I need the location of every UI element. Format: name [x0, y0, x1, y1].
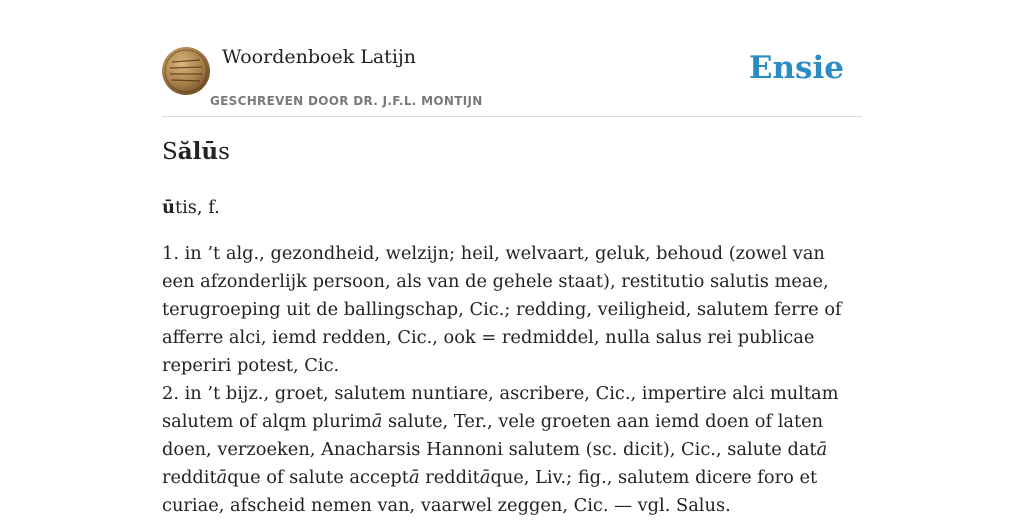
headword-bold: ălū — [177, 138, 219, 165]
sense-2-part-f: que, Liv.; fig., salutem dicere foro et curiae, afscheid nemen van, vaarwel zeggen, Cic. — vgl. Salus. — [162, 467, 818, 516]
sense-2-part-a: 2. in ’t bijz., groet, salutem nuntiare, ascribere, Cic., impertire alci multam salutem of alqm plurim — [162, 383, 839, 432]
sense-1: 1. in ’t alg., gezondheid, welzijn; heil, welvaart, geluk, behoud (zowel van een afzonderlijk persoon, als van de gehele staat), restitutio salutis meae, terugroeping uit de ballingschap, Cic.; redding, veiligheid, salutem ferre of afferre alci, iemd redden, Cic., ook = redmiddel, nulla salus rei publicae reperiri potest, Cic. — [162, 243, 842, 376]
dictionary-header — [162, 40, 862, 117]
grammar-bold: ū — [162, 197, 175, 218]
sense-2-part-c: reddit — [162, 467, 217, 488]
a-macron-4: ā — [408, 467, 420, 488]
sense-2-part-b: salute, Ter., vele groeten aan iemd doen of laten doen, verzoeken, Anacharsis Hannoni salutem (sc. dicit), Cic., salute dat — [162, 411, 824, 460]
coin-seal-icon[interactable] — [162, 47, 210, 95]
a-macron-3: ā — [216, 467, 228, 488]
grammar-rest: tis, f. — [174, 197, 220, 218]
sense-2-part-e: reddit — [419, 467, 480, 488]
sense-2-part-d: que of salute accept — [227, 467, 409, 488]
headword — [162, 138, 230, 165]
a-macron-5: ā — [479, 467, 491, 488]
grammar-info — [162, 194, 862, 222]
source-title[interactable]: Woordenboek Latijn — [222, 46, 417, 68]
headword-suffix: s — [218, 139, 230, 165]
sense-2 — [162, 380, 862, 520]
author-line: GESCHREVEN DOOR DR. J.F.L. MONTIJN — [210, 94, 483, 108]
entry-body — [162, 194, 862, 520]
headword-prefix: S — [162, 139, 178, 165]
a-macron-1: ā — [371, 411, 383, 432]
a-macron-2: ā — [816, 439, 828, 460]
brand-logo[interactable]: Ensie — [748, 50, 844, 86]
